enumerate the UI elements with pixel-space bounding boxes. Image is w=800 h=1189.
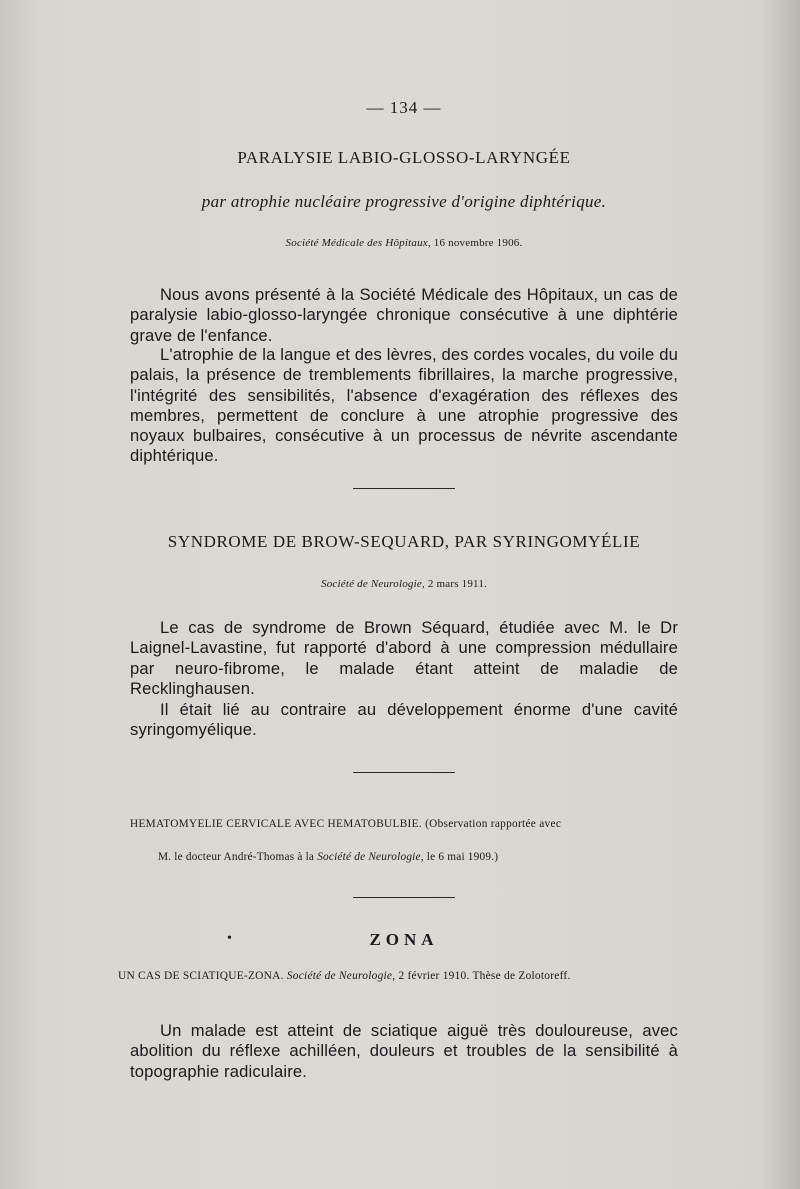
paragraph: Le cas de syndrome de Brown Séquard, étudiée avec M. le Dr Laignel-Lavastine, fut rapporté d'abord à une compression médullaire par neuro-fibrome, le malade étant atteint de maladie de Recklinghausen. [130, 618, 678, 698]
source-society: Société de Neurologie, [321, 578, 425, 590]
source-line-syndrome [130, 578, 678, 590]
observation-note: (Observation rapportée avec [425, 818, 562, 830]
case-heading-sciatique [118, 970, 571, 982]
source-society: Société Médicale des Hôpitaux, [285, 237, 431, 249]
section-title-zona: ZONA [369, 930, 439, 949]
section-divider [353, 897, 455, 898]
case-society: Société de Neurologie, [286, 970, 396, 982]
page-number: — 134 — [366, 98, 442, 117]
section-title-hematomyelie [130, 818, 678, 830]
source-date: 2 mars 1911. [427, 578, 487, 590]
section-title-paralysie: PARALYSIE LABIO-GLOSSO-LARYNGÉE [237, 148, 571, 167]
bullet-mark: • [227, 931, 232, 946]
observation-author: M. le docteur André-Thomas à la [158, 851, 315, 863]
observation-date: le 6 mai 1909.) [426, 851, 499, 863]
paragraph: L'atrophie de la langue et des lèvres, des cordes vocales, du voile du palais, la présence de tremblements fibrillaires, la marche progressive, l'intégrité des sensibilités, l'absence d'exagération des réflexes des membres, permettent de conclure à une atrophie progressive des noyaux bulbaires, consécutive à un processus de névrite ascendante diphtérique. [130, 345, 678, 466]
source-date: 16 novembre 1906. [433, 237, 523, 249]
section-divider [353, 488, 455, 489]
hematomyelie-title: HEMATOMYELIE CERVICALE AVEC HEMATOBULBIE. [130, 818, 422, 830]
observation-society: Société de Neurologie, [317, 851, 424, 863]
section-title-syndrome: SYNDROME DE BROW-SEQUARD, PAR SYRINGOMYÉLIE [167, 532, 641, 551]
source-line-paralysie [130, 237, 678, 249]
section-divider [353, 772, 455, 773]
case-date: 2 février 1910. Thèse de Zolotoreff. [398, 970, 571, 982]
paragraph: Il était lié au contraire au développement énorme d'une cavité syringomyélique. [130, 700, 678, 740]
paragraph: Un malade est atteint de sciatique aiguë très douloureuse, avec abolition du réflexe achilléen, douleurs et troubles de la sensibilité à topographie radiculaire. [130, 1021, 678, 1081]
section-subtitle-paralysie: par atrophie nucléaire progressive d'origine diphtérique. [201, 192, 607, 211]
hematomyelie-line-2 [158, 851, 498, 863]
paragraph: Nous avons présenté à la Société Médicale des Hôpitaux, un cas de paralysie labio-glosso-laryngée chronique consécutive à une diphtérie grave de l'enfance. [130, 285, 678, 345]
case-title: UN CAS DE SCIATIQUE-ZONA. [118, 970, 284, 982]
